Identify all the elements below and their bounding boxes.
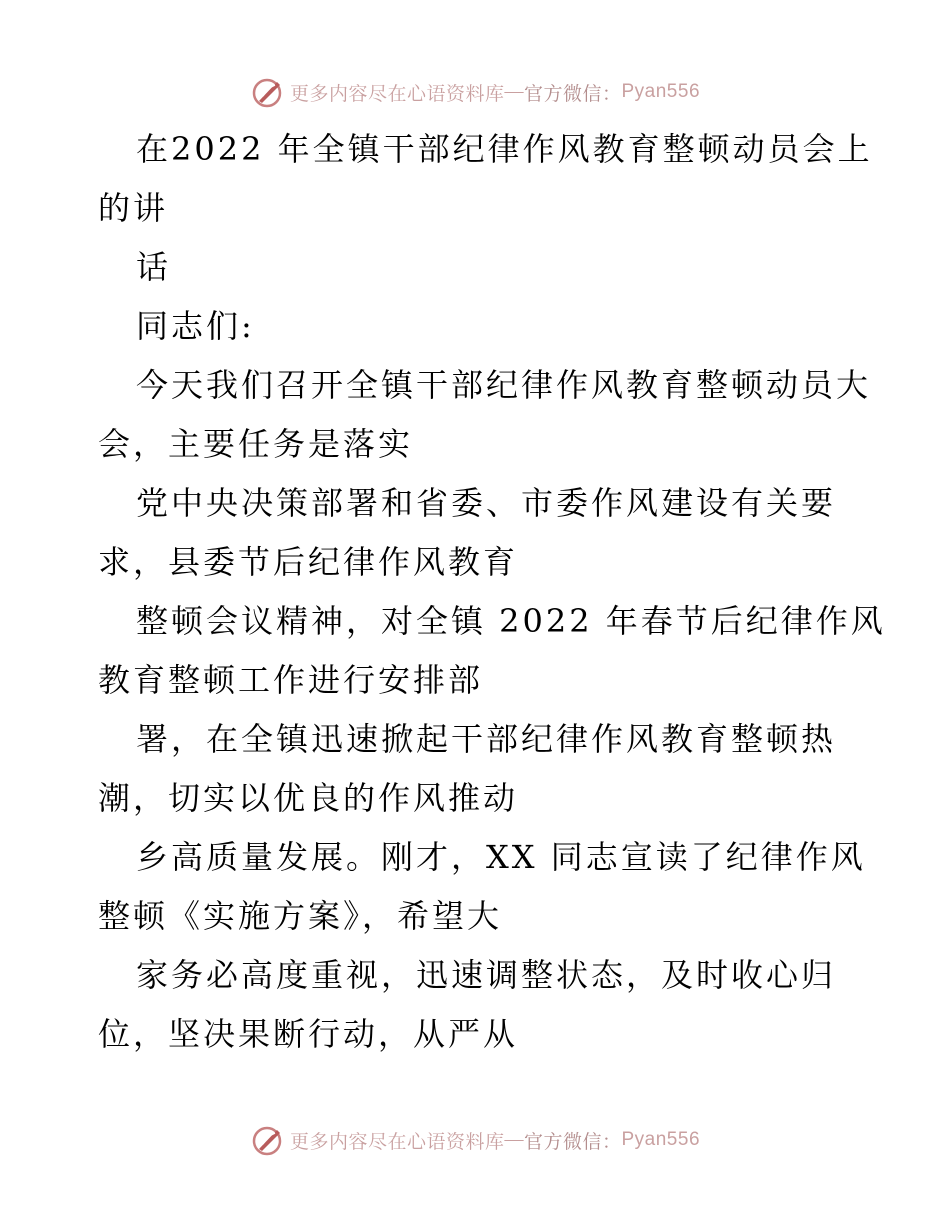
watermark-dash: — xyxy=(504,81,524,102)
watermark-text: 更多内容尽在心语资料库 xyxy=(289,83,505,105)
paragraph-line: 位，坚决果断行动，从严从 xyxy=(98,1015,519,1053)
watermark-text: 更多内容尽在心语资料库 xyxy=(289,1131,505,1153)
paragraph-line: 今天我们召开全镇干部纪律作风教育整顿动员大 xyxy=(136,366,872,404)
paragraph-line: 整顿会议精神，对全镇 2022 年春节后纪律作风 xyxy=(136,602,886,640)
quill-pen-logo-icon xyxy=(250,74,286,110)
paragraph-line: 潮，切实以优良的作风推动 xyxy=(98,779,519,817)
watermark-wechat-label: 官方微信： xyxy=(523,83,622,105)
document-body xyxy=(98,120,886,1064)
watermark-wechat-label: 官方微信： xyxy=(523,1131,622,1153)
paragraph-line: 求，县委节后纪律作风教育 xyxy=(98,543,519,581)
paragraph-line: 党中央决策部署和省委、市委作风建设有关要 xyxy=(136,484,837,522)
watermark-banner-top xyxy=(0,72,950,112)
paragraph-line: 整顿《实施方案》，希望大 xyxy=(98,897,503,935)
document-title-line: 的讲 xyxy=(98,189,169,227)
document-title-line: 在2022 年全镇干部纪律作风教育整顿动员会上 xyxy=(136,130,873,168)
paragraph-line: 乡高质量发展。刚才，XX 同志宣读了纪律作风 xyxy=(136,838,866,876)
paragraph-line: 家务必高度重视，迅速调整状态，及时收心归 xyxy=(136,956,837,994)
watermark-wechat-id: Pyan556 xyxy=(621,1129,701,1150)
paragraph-line: 署，在全镇迅速掀起干部纪律作风教育整顿热 xyxy=(136,720,837,758)
quill-pen-logo-icon xyxy=(250,1122,286,1158)
salutation: 同志们: xyxy=(136,307,255,345)
document-title-line: 话 xyxy=(136,248,172,286)
paragraph-line: 教育整顿工作进行安排部 xyxy=(98,661,484,699)
watermark-banner-bottom xyxy=(0,1120,950,1160)
watermark-wechat-id: Pyan556 xyxy=(621,81,701,102)
watermark-dash: — xyxy=(504,1129,524,1150)
paragraph-line: 会，主要任务是落实 xyxy=(98,425,414,463)
